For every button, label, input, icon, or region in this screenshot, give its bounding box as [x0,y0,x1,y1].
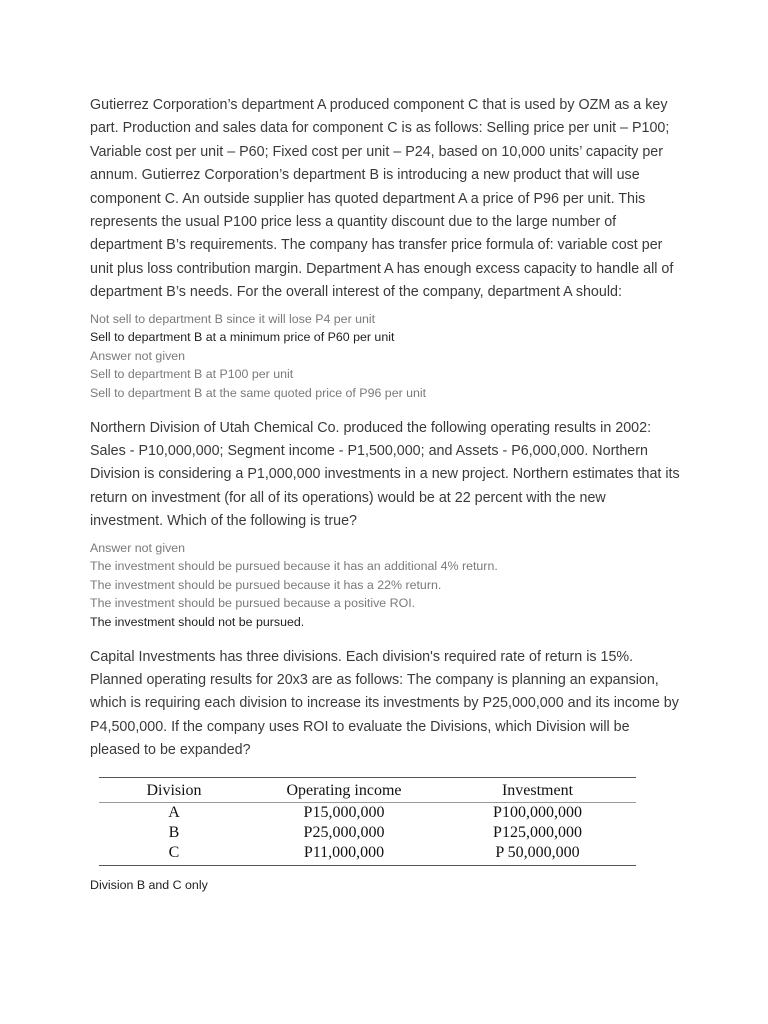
question-2-text: Northern Division of Utah Chemical Co. produced the following operating results in 2002: Sales - P10,000,000; Segment income - P1,500,000; and Assets - P6,000,000. Northern Division is considering a P1,000,000 investments in a new project. Northern estimates that its return on investment (for all of its operations) would be at 22 percent with the new investment. Which of the following is true? [90,419,680,530]
question-1-option[interactable]: Not sell to department B since it will lose P4 per unit [90,311,376,326]
table-cell: P15,000,000 [303,803,385,821]
question-1-option[interactable]: Sell to department B at the same quoted price of P96 per unit [90,386,427,401]
table-header-division: Division [99,777,249,802]
question-2-option[interactable]: The investment should be pursued because it has a 22% return. [90,577,442,592]
question-1-option[interactable]: Sell to department B at P100 per unit [90,367,294,382]
table-cell: C [99,843,249,866]
question-2-options [90,539,680,632]
table-cell: P100,000,000 [493,803,582,821]
table-cell: B [168,823,180,841]
question-3-text: Capital Investments has three divisions. Each division's required rate of return is 15%. Planned operating results for 20x3 are as follows: The company is planning an expansion, which is requiring each division to increase its investments by P25,000,000 and its income by P4,500,000. If the company uses ROI to evaluate the Divisions, which Division will be pleased to be expanded? [90,648,679,759]
table-row [99,823,636,843]
table-cell: P11,000,000 [249,843,439,866]
question-3-answer: Division B and C only [90,877,208,892]
table-cell: P 50,000,000 [439,843,636,866]
table-cell: P25,000,000 [303,823,385,841]
table-cell: A [168,803,180,821]
question-2-option-selected[interactable]: The investment should not be pursued. [90,615,305,630]
table-header-investment: Investment [439,777,636,802]
question-1-option-selected[interactable]: Sell to department B at a minimum price of P60 per unit [90,330,395,345]
question-1-text: Gutierrez Corporation’s department A produced component C that is used by OZM as a key part. Production and sales data for component C is as follows: Selling price per unit – P100; Variable cost per unit – P60; Fixed cost per unit – P24, based on 10,000 units’ capacity per annum. Gutierrez Corporation’s department B is introducing a new product that will use component C. An outside supplier has quoted department A a price of P96 per unit. This represents the usual P100 price less a quantity discount due to the large number of department B’s requirements. The company has transfer price formula of: variable cost per unit plus loss contribution margin. Department A has enough excess capacity to handle all of department B’s needs. For the overall interest of the company, department A should: [90,97,674,301]
question-1-options [90,310,680,403]
table-cell: P125,000,000 [493,823,582,841]
division-table [99,777,636,866]
document-page [90,94,680,894]
table-row [99,843,636,866]
question-2-option[interactable]: The investment should be pursued because it has an additional 4% return. [90,559,498,574]
question-2-option[interactable]: The investment should be pursued because a positive ROI. [90,596,416,611]
question-2-option[interactable]: Answer not given [90,540,186,555]
table-row [99,802,636,823]
table-header-row [99,777,636,802]
table-header-operating-income: Operating income [249,777,439,802]
question-1-option[interactable]: Answer not given [90,348,186,363]
